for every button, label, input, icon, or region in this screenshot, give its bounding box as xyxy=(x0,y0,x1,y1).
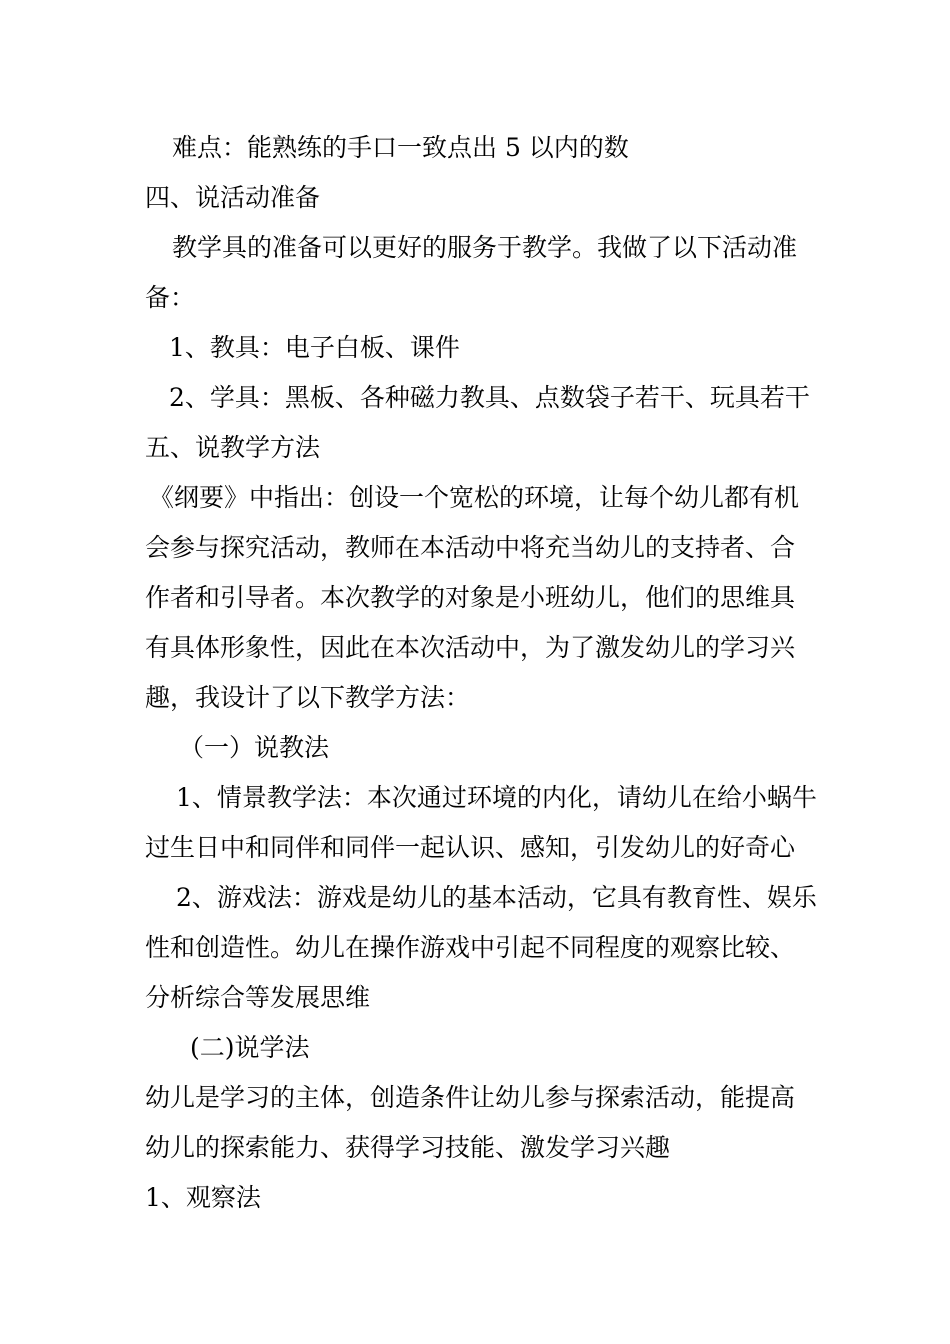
subsection-heading: (二)说学法 xyxy=(190,1033,310,1062)
text-line: 过生日中和同伴和同伴一起认识、感知，引发幼儿的好奇心 xyxy=(145,833,796,862)
list-item: 2、游戏法：游戏是幼儿的基本活动，它具有教育性、娱乐 xyxy=(176,883,817,912)
list-item: 1、教具：电子白板、课件 xyxy=(169,333,460,362)
text-line: 备： xyxy=(145,283,196,312)
text-line: 幼儿的探索能力、获得学习技能、激发学习兴趣 xyxy=(145,1133,671,1162)
text-line: 会参与探究活动，教师在本活动中将充当幼儿的支持者、合 xyxy=(145,533,796,562)
text-line: 作者和引导者。本次教学的对象是小班幼儿，他们的思维具 xyxy=(145,583,796,612)
section-heading: 四、说活动准备 xyxy=(145,183,321,212)
text-line: 《纲要》中指出：创设一个宽松的环境，让每个幼儿都有机 xyxy=(149,483,800,512)
subsection-heading: （一）说教法 xyxy=(179,733,330,762)
list-item: 1、情景教学法：本次通过环境的内化，请幼儿在给小蜗牛 xyxy=(176,783,817,812)
section-heading: 五、说教学方法 xyxy=(145,433,321,462)
list-item: 1、观察法 xyxy=(145,1183,261,1212)
text-line: 有具体形象性，因此在本次活动中，为了激发幼儿的学习兴 xyxy=(145,633,796,662)
text-line: 分析综合等发展思维 xyxy=(145,983,371,1012)
text-line: 幼儿是学习的主体，创造条件让幼儿参与探索活动，能提高 xyxy=(145,1083,796,1112)
text-line: 难点：能熟练的手口一致点出 5 以内的数 xyxy=(172,133,629,162)
list-item: 2、学具：黑板、各种磁力教具、点数袋子若干、玩具若干 xyxy=(169,383,810,412)
document-body xyxy=(145,123,817,1223)
text-line: 教学具的准备可以更好的服务于教学。我做了以下活动准 xyxy=(172,233,798,262)
text-line: 性和创造性。幼儿在操作游戏中引起不同程度的观察比较、 xyxy=(145,933,796,962)
text-line: 趣，我设计了以下教学方法： xyxy=(145,683,471,712)
